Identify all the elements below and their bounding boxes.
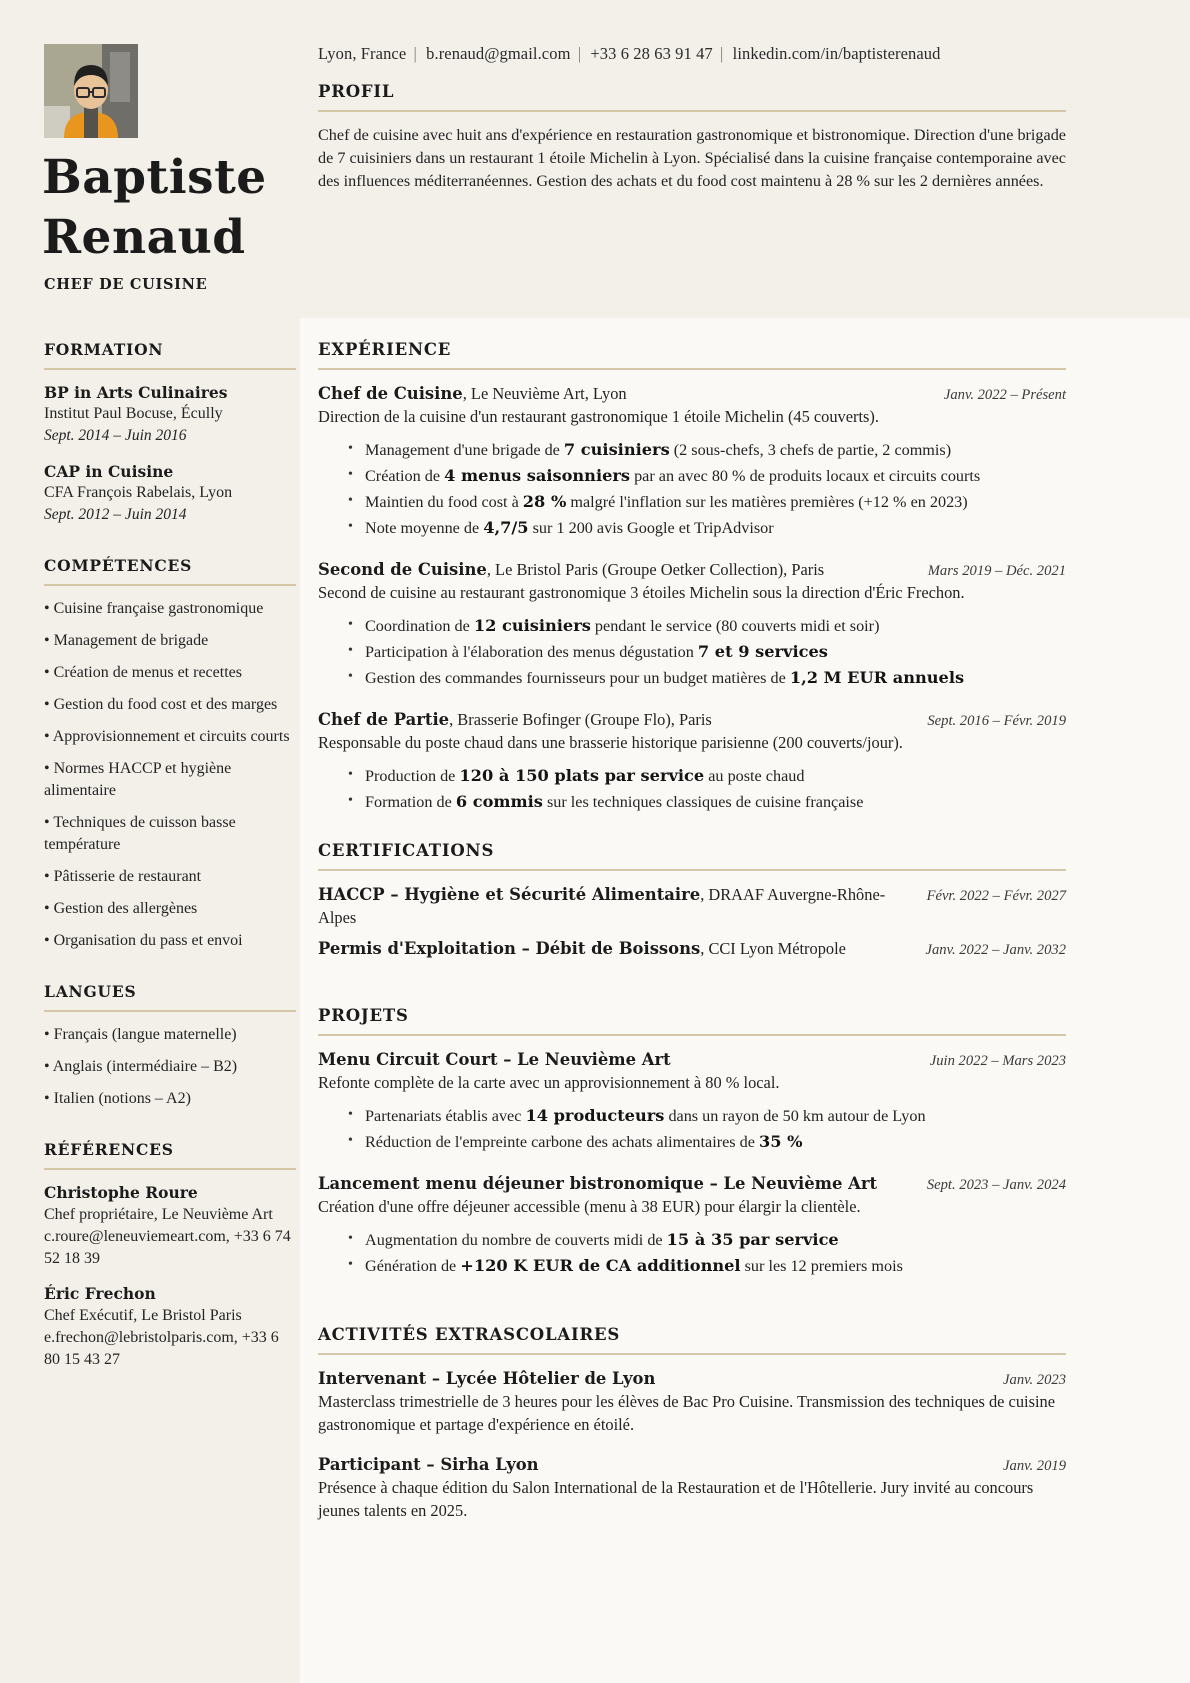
bullet-item: • Augmentation du nombre de couverts midi de 15 à 35 par service — [348, 1227, 1066, 1253]
bullet-item: • Maintien du food cost à 28 % malgré l'inflation sur les matières premières (+12 % en 2023) — [348, 489, 1066, 515]
formation-section — [44, 340, 296, 526]
contact-separator: | — [577, 44, 582, 63]
portrait-photo-icon — [44, 44, 138, 138]
section-heading-activites: ACTIVITÉS EXTRASCOLAIRES — [318, 1325, 1066, 1355]
reference-contact[interactable]: c.roure@leneuviemeart.com, +33 6 74 52 18 39 — [44, 1228, 291, 1267]
bullet-item: • Génération de +120 K EUR de CA additionnel sur les 12 premiers mois — [348, 1253, 1066, 1279]
certification-item — [318, 937, 1066, 960]
bullet-item: • Production de 120 à 150 plats par service au poste chaud — [348, 763, 1066, 789]
contact-phone[interactable]: +33 6 28 63 91 47 — [590, 44, 713, 63]
section-heading-experience: EXPÉRIENCE — [318, 340, 1066, 370]
activites-section — [318, 1325, 1066, 1522]
experience-description: Direction de la cuisine d'un restaurant gastronomique 1 étoile Michelin (45 couverts). — [318, 407, 879, 426]
education-school: Institut Paul Bocuse, Écully — [44, 405, 223, 422]
job-title: CHEF DE CUISINE — [44, 276, 208, 293]
project-dates: Sept. 2023 – Janv. 2024 — [926, 1177, 1066, 1193]
list-item: • Création de menus et recettes — [44, 662, 296, 684]
activity-description: Masterclass trimestrielle de 3 heures pour les élèves de Bac Pro Cuisine. Transmission des techniques de cuisine gastronomique et partage d'expérience en étoilé. — [318, 1392, 1055, 1434]
formation-list — [44, 382, 296, 526]
entry-header — [318, 1172, 1066, 1195]
list-item: • Organisation du pass et envoi — [44, 930, 296, 952]
certification-item — [318, 883, 1066, 929]
bullet-item: • Création de 4 menus saisonniers par an avec 80 % de produits locaux et circuits courts — [348, 463, 1066, 489]
project-name: Lancement menu déjeuner bistronomique – Le Neuvième Art — [318, 1174, 878, 1193]
competences-list — [44, 598, 296, 952]
list-item: • Approvisionnement et circuits courts — [44, 726, 296, 748]
sidebar — [44, 340, 296, 1401]
project-item — [318, 1172, 1066, 1279]
experience-role: Second de Cuisine, Le Bristol Paris (Groupe Oetker Collection), Paris — [318, 560, 825, 579]
section-heading-langues: LANGUES — [44, 982, 296, 1012]
projets-section — [318, 1006, 1066, 1279]
list-item: • Pâtisserie de restaurant — [44, 866, 296, 888]
last-name: Renaud — [42, 210, 246, 265]
section-heading-profil: PROFIL — [318, 82, 1066, 112]
list-item: • Gestion des allergènes — [44, 898, 296, 920]
reference-item — [44, 1283, 296, 1371]
reference-item — [44, 1182, 296, 1270]
certification-name: HACCP – Hygiène et Sécurité Alimentaire, DRAAF Auvergne-Rhône-Alpes — [318, 885, 886, 927]
reference-role: Chef Exécutif, Le Bristol Paris — [44, 1307, 242, 1324]
first-name: Baptiste — [42, 150, 267, 205]
activity-item — [318, 1367, 1066, 1436]
profile-summary-text: Chef de cuisine avec huit ans d'expérience en restauration gastronomique et bistronomique. Direction d'une brigade de 7 cuisiniers dans un restaurant 1 étoile Michelin à Lyon. Spécialisé dans la cuisine française contemporaine avec des influences méditerranéennes. Gestion des achats et du food cost maintenu à 28 % sur les 2 dernières années. — [318, 126, 1066, 190]
education-degree: BP in Arts Culinaires — [44, 383, 228, 402]
bullet-item: • Partenariats établis avec 14 producteurs dans un rayon de 50 km autour de Lyon — [348, 1103, 1066, 1129]
project-bullets — [348, 1227, 1066, 1279]
experience-dates: Mars 2019 – Déc. 2021 — [927, 563, 1066, 579]
list-item: • Cuisine française gastronomique — [44, 598, 296, 620]
entry-header — [318, 1367, 1066, 1390]
activity-description: Présence à chaque édition du Salon International de la Restauration et de l'Hôtellerie. Jury invité au concours jeunes talents en 2025. — [318, 1478, 1034, 1520]
activites-list — [318, 1367, 1066, 1522]
reference-contact[interactable]: e.frechon@lebristolparis.com, +33 6 80 15 43 27 — [44, 1329, 279, 1368]
langues-list — [44, 1024, 296, 1110]
page-title — [42, 148, 312, 268]
bullet-item: • Participation à l'élaboration des menus dégustation 7 et 9 services — [348, 639, 1066, 665]
entry-header — [318, 1453, 1066, 1476]
education-dates: Sept. 2012 – Juin 2014 — [44, 506, 187, 523]
activity-name: Intervenant – Lycée Hôtelier de Lyon — [318, 1369, 656, 1388]
references-list — [44, 1182, 296, 1371]
langues-section — [44, 982, 296, 1110]
entry-header — [318, 382, 1066, 405]
entry-header — [318, 708, 1066, 731]
experience-dates: Janv. 2022 – Présent — [943, 387, 1066, 403]
entry-header — [318, 558, 1066, 581]
bullet-item: • Réduction de l'empreinte carbone des achats alimentaires de 35 % — [348, 1129, 1066, 1155]
activity-name: Participant – Sirha Lyon — [318, 1455, 539, 1474]
project-description: Refonte complète de la carte avec un approvisionnement à 80 % local. — [318, 1073, 780, 1092]
education-dates: Sept. 2014 – Juin 2016 — [44, 427, 187, 444]
list-item: • Italien (notions – A2) — [44, 1088, 296, 1110]
main-column — [318, 340, 1066, 1548]
bullet-item: • Coordination de 12 cuisiniers pendant le service (80 couverts midi et soir) — [348, 613, 1066, 639]
list-item: • Management de brigade — [44, 630, 296, 652]
experience-item — [318, 558, 1066, 691]
spacer — [318, 1305, 1066, 1325]
entry-header — [318, 1048, 1066, 1071]
experience-bullets — [348, 437, 1066, 541]
bullet-item: • Management d'une brigade de 7 cuisiniers (2 sous-chefs, 3 chefs de partie, 2 commis) — [348, 437, 1066, 463]
section-heading-competences: COMPÉTENCES — [44, 556, 296, 586]
project-name: Menu Circuit Court – Le Neuvième Art — [318, 1050, 671, 1069]
activity-item — [318, 1453, 1066, 1522]
reference-role: Chef propriétaire, Le Neuvième Art — [44, 1206, 273, 1223]
list-item: • Gestion du food cost et des marges — [44, 694, 296, 716]
section-heading-references: RÉFÉRENCES — [44, 1140, 296, 1170]
certification-name: Permis d'Exploitation – Débit de Boissons, CCI Lyon Métropole — [318, 939, 846, 958]
experience-list — [318, 382, 1066, 815]
certifications-list — [318, 883, 1066, 960]
project-item — [318, 1048, 1066, 1155]
activity-dates: Janv. 2019 — [1003, 1458, 1066, 1474]
section-heading-projets: PROJETS — [318, 1006, 1066, 1036]
experience-role: Chef de Partie, Brasserie Bofinger (Groupe Flo), Paris — [318, 710, 712, 729]
experience-description: Responsable du poste chaud dans une brasserie historique parisienne (200 couverts/jour). — [318, 733, 903, 752]
bullet-item: • Note moyenne de 4,7/5 sur 1 200 avis Google et TripAdvisor — [348, 515, 1066, 541]
contact-linkedin[interactable]: linkedin.com/in/baptisterenaud — [732, 44, 941, 63]
certification-dates: Janv. 2022 – Janv. 2032 — [925, 942, 1066, 958]
contact-line — [318, 44, 940, 64]
experience-item — [318, 382, 1066, 541]
experience-bullets — [348, 763, 1066, 815]
list-item: • Techniques de cuisson basse température — [44, 812, 296, 856]
project-description: Création d'une offre déjeuner accessible (menu à 38 EUR) pour élargir la clientèle. — [318, 1197, 861, 1216]
contact-separator: | — [720, 44, 724, 63]
experience-role: Chef de Cuisine, Le Neuvième Art, Lyon — [318, 384, 627, 403]
project-dates: Juin 2022 – Mars 2023 — [929, 1053, 1066, 1069]
contact-email[interactable]: b.renaud@gmail.com — [426, 44, 571, 63]
contact-separator: | — [413, 44, 417, 63]
projets-list — [318, 1048, 1066, 1279]
certifications-section — [318, 841, 1066, 960]
list-item: • Français (langue maternelle) — [44, 1024, 296, 1046]
reference-name: Christophe Roure — [44, 1183, 198, 1202]
experience-item — [318, 708, 1066, 815]
list-item: • Normes HACCP et hygiène alimentaire — [44, 758, 296, 802]
bullet-item: • Gestion des commandes fournisseurs pour un budget matières de 1,2 M EUR annuels — [348, 665, 1066, 691]
experience-section — [318, 340, 1066, 815]
experience-description: Second de cuisine au restaurant gastronomique 3 étoiles Michelin sous la direction d'Éric Frechon. — [318, 583, 965, 602]
education-school: CFA François Rabelais, Lyon — [44, 484, 233, 501]
section-heading-certifications: CERTIFICATIONS — [318, 841, 1066, 871]
reference-name: Éric Frechon — [44, 1284, 156, 1303]
bullet-item: • Formation de 6 commis sur les techniques classiques de cuisine française — [348, 789, 1066, 815]
project-bullets — [348, 1103, 1066, 1155]
resume-header — [0, 0, 1190, 318]
education-item — [44, 382, 296, 447]
activity-dates: Janv. 2023 — [1003, 1372, 1066, 1388]
experience-dates: Sept. 2016 – Févr. 2019 — [927, 713, 1066, 729]
certification-dates: Févr. 2022 – Févr. 2027 — [926, 888, 1066, 904]
profile-section — [318, 82, 1066, 193]
education-degree: CAP in Cuisine — [44, 462, 174, 481]
section-heading-formation: FORMATION — [44, 340, 296, 370]
contact-location: Lyon, France — [318, 44, 407, 63]
experience-bullets — [348, 613, 1066, 691]
avatar — [44, 44, 138, 138]
education-item — [44, 461, 296, 526]
competences-section — [44, 556, 296, 952]
references-section — [44, 1140, 296, 1371]
spacer — [318, 986, 1066, 1006]
list-item: • Anglais (intermédiaire – B2) — [44, 1056, 296, 1078]
